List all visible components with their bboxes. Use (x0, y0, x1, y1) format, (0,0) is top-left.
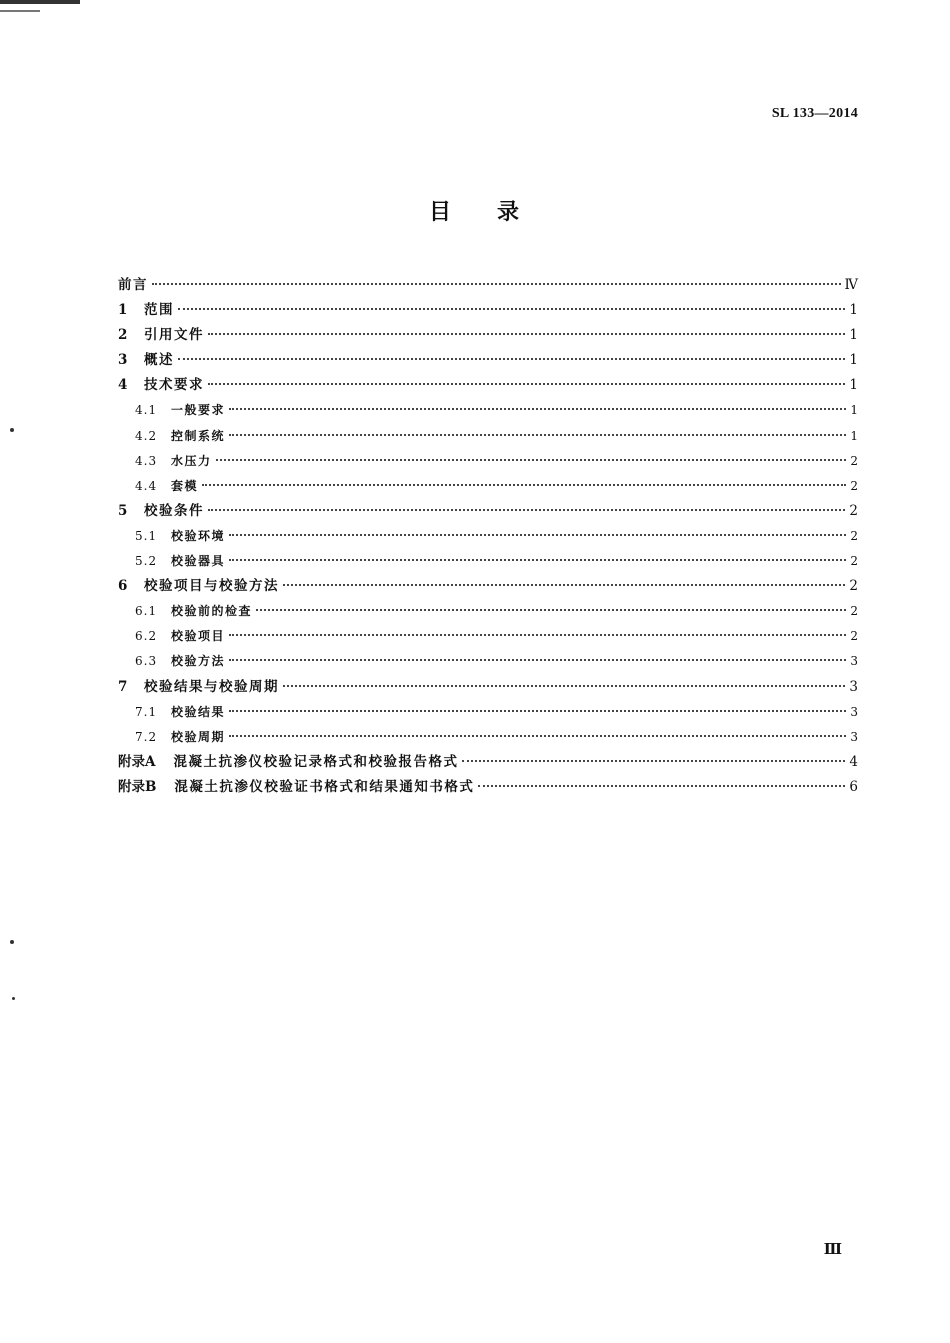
toc-entry-number: 6.1 (135, 604, 158, 619)
toc-dot-leader (462, 758, 845, 762)
toc-entry[interactable] (118, 373, 858, 398)
toc-entry-page: 2 (850, 554, 858, 569)
title-char-2: 录 (497, 200, 522, 225)
toc-entry[interactable] (118, 323, 858, 348)
toc-entry-number: 4.3 (135, 453, 158, 468)
toc-dot-leader (208, 331, 845, 335)
toc-entry-label: 校验结果 (171, 704, 226, 719)
toc-entry[interactable] (118, 700, 858, 725)
toc-entry[interactable] (118, 624, 858, 649)
toc-entry-label: 水压力 (171, 453, 212, 468)
toc-entry[interactable] (118, 273, 858, 298)
title-char-1: 目 (428, 200, 453, 225)
toc-dot-leader (478, 783, 845, 787)
toc-entry-label: 引用文件 (144, 327, 204, 344)
toc-entry-label: 范围 (144, 302, 174, 319)
toc-entry-number: 2 (118, 327, 128, 344)
toc-dot-leader (283, 683, 845, 687)
toc-entry-page: 3 (850, 654, 858, 669)
toc-entry[interactable] (118, 649, 858, 674)
toc-entry-label: 校验周期 (171, 729, 226, 744)
toc-entry[interactable] (118, 599, 858, 624)
toc-entry-number: 1 (118, 302, 128, 319)
scan-speck (12, 997, 15, 1000)
toc-entry-label: 一般要求 (171, 403, 226, 418)
toc-dot-leader (229, 557, 846, 561)
toc-entry-label: 控制系统 (171, 428, 226, 443)
toc-entry[interactable] (118, 549, 858, 574)
toc-entry-label: 校验前的检查 (171, 604, 253, 619)
table-of-contents (118, 273, 858, 800)
toc-dot-leader (152, 281, 841, 285)
toc-entry-page: 2 (850, 604, 858, 619)
toc-entry-page: 1 (850, 403, 858, 418)
toc-entry-number: 7.2 (135, 729, 158, 744)
toc-entry-number: 6.2 (135, 629, 158, 644)
toc-dot-leader (229, 657, 846, 661)
toc-entry-page: 1 (849, 302, 858, 319)
toc-entry[interactable] (118, 524, 858, 549)
toc-dot-leader (229, 532, 846, 536)
toc-entry-page: 2 (850, 528, 858, 543)
toc-entry-page: 1 (849, 377, 858, 394)
toc-entry-label: 前言 (118, 277, 148, 293)
toc-entry-page: Ⅳ (844, 277, 858, 293)
toc-entry-page: 1 (850, 428, 858, 443)
toc-dot-leader (178, 356, 845, 360)
toc-entry-label: 校验条件 (144, 502, 204, 519)
toc-entry[interactable] (118, 398, 858, 423)
toc-entry-label: 混凝土抗渗仪校验证书格式和结果通知书格式 (174, 778, 475, 795)
toc-dot-leader (178, 306, 845, 310)
toc-dot-leader (283, 582, 845, 586)
toc-entry[interactable] (118, 775, 858, 800)
toc-dot-leader (202, 482, 846, 486)
toc-entry-number: 6.3 (135, 654, 158, 669)
toc-entry-number: 4.2 (135, 428, 158, 443)
toc-entry-page: 1 (849, 352, 858, 369)
toc-entry-page: 4 (849, 753, 858, 770)
toc-entry-page: 2 (849, 578, 858, 595)
scan-corner-mark (0, 0, 80, 4)
toc-dot-leader (229, 432, 846, 436)
toc-entry-number: 7.1 (135, 704, 158, 719)
scan-corner-mark-thin (0, 10, 40, 12)
toc-dot-leader (208, 507, 845, 511)
toc-entry[interactable] (118, 725, 858, 750)
toc-entry-label: 校验方法 (171, 654, 226, 669)
toc-entry-page: 2 (849, 502, 858, 519)
toc-entry[interactable] (118, 298, 858, 323)
toc-entry-label: 校验项目 (171, 629, 226, 644)
toc-entry-number: 6 (118, 578, 128, 595)
toc-dot-leader (229, 632, 846, 636)
toc-entry[interactable] (118, 750, 858, 775)
toc-entry-number: 附录B (118, 778, 157, 795)
toc-entry-label: 混凝土抗渗仪校验记录格式和校验报告格式 (173, 753, 459, 770)
page-title (0, 195, 950, 226)
toc-entry-number: 附录A (118, 753, 156, 770)
toc-entry[interactable] (118, 675, 858, 700)
toc-entry-label: 校验环境 (171, 528, 226, 543)
toc-entry[interactable] (118, 424, 858, 449)
toc-entry-number: 4.4 (135, 478, 158, 493)
toc-entry-number: 7 (118, 678, 128, 695)
toc-entry-page: 6 (849, 778, 858, 795)
toc-entry-page: 1 (849, 327, 858, 344)
toc-entry[interactable] (118, 574, 858, 599)
toc-dot-leader (229, 708, 846, 712)
toc-entry[interactable] (118, 449, 858, 474)
toc-entry-number: 5.2 (135, 554, 158, 569)
standard-code: SL 133—2014 (771, 106, 858, 121)
toc-entry-page: 3 (850, 729, 858, 744)
toc-entry-page: 3 (850, 704, 858, 719)
toc-entry[interactable] (118, 348, 858, 373)
toc-dot-leader (208, 381, 845, 385)
toc-entry-page: 2 (850, 629, 858, 644)
toc-entry-number: 3 (118, 352, 128, 369)
toc-entry-label: 校验器具 (171, 554, 226, 569)
toc-entry-number: 5 (118, 502, 128, 519)
toc-entry[interactable] (118, 499, 858, 524)
toc-dot-leader (229, 406, 846, 410)
toc-entry-number: 4.1 (135, 403, 158, 418)
toc-dot-leader (229, 733, 846, 737)
toc-dot-leader (256, 607, 846, 611)
toc-entry-number: 4 (118, 377, 128, 394)
toc-entry-page: 2 (850, 453, 858, 468)
toc-entry-page: 3 (849, 678, 858, 695)
toc-entry-number: 5.1 (135, 528, 158, 543)
toc-entry-label: 技术要求 (144, 377, 204, 394)
scan-speck (10, 940, 14, 944)
toc-entry-label: 概述 (144, 352, 174, 369)
toc-entry-label: 校验项目与校验方法 (144, 578, 279, 595)
toc-entry-label: 校验结果与校验周期 (144, 678, 279, 695)
toc-dot-leader (216, 457, 846, 461)
page-number: Ⅲ (823, 1242, 842, 1258)
scan-speck (10, 428, 14, 432)
toc-entry[interactable] (118, 474, 858, 499)
toc-entry-page: 2 (850, 478, 858, 493)
toc-entry-label: 套模 (171, 478, 199, 493)
